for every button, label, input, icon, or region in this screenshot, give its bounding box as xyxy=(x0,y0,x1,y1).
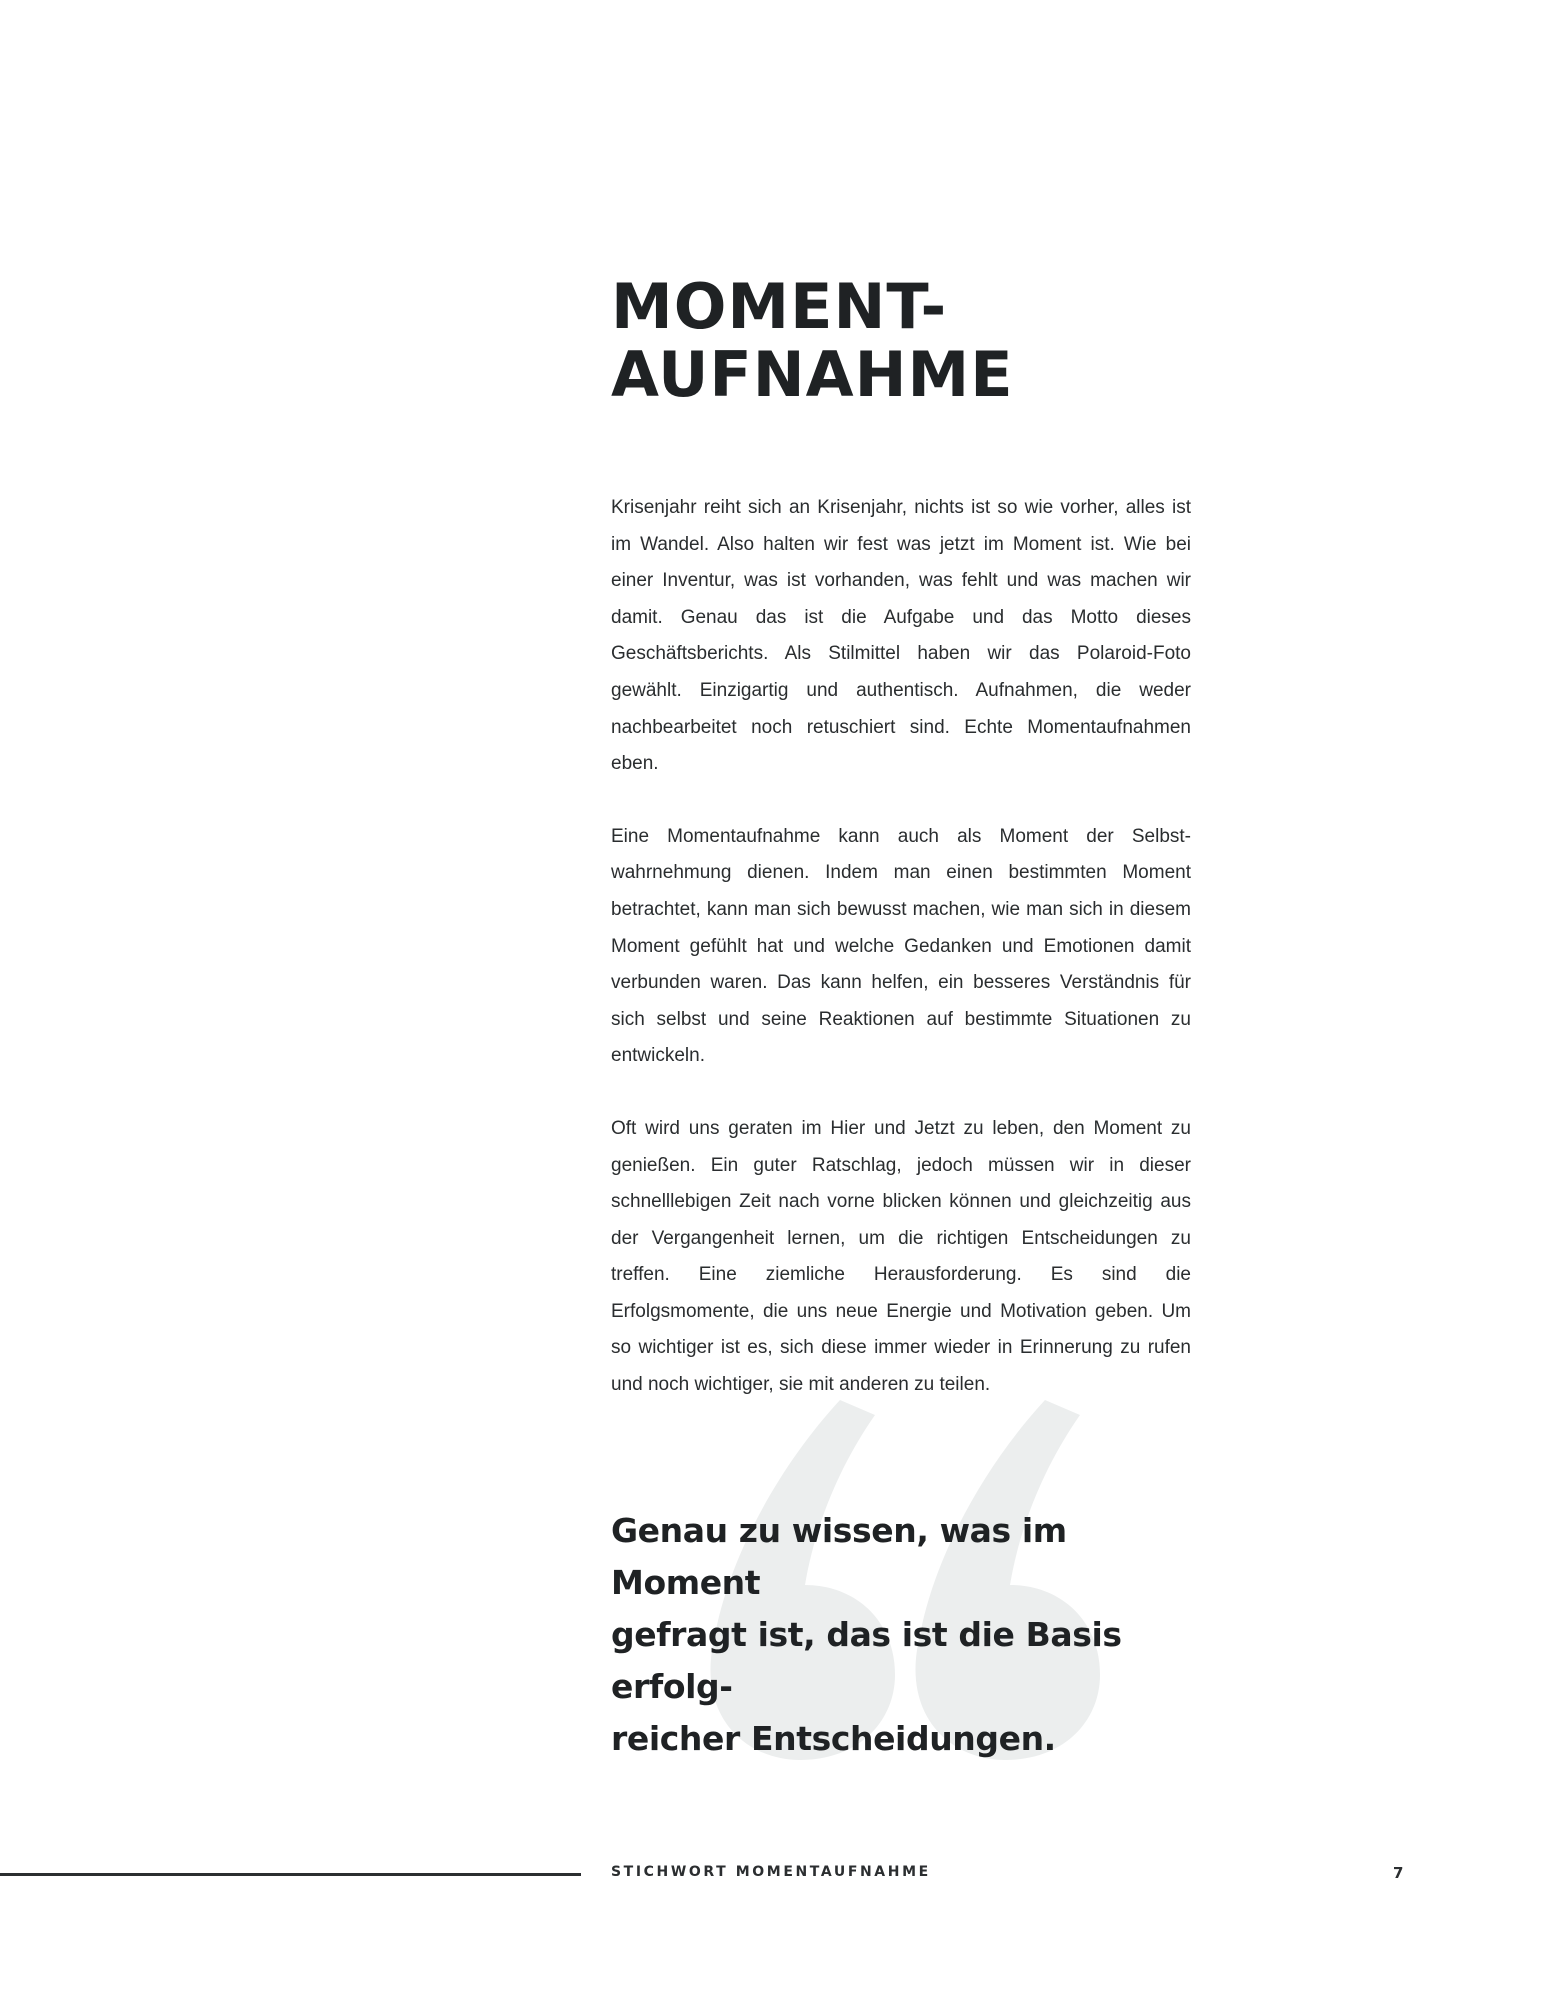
footer-section-label: STICHWORT MOMENTAUFNAHME xyxy=(611,1864,931,1880)
pull-quote-line-2: gefragt ist, das ist die Basis erfolg- xyxy=(611,1615,1122,1706)
body-text xyxy=(611,490,1191,1440)
paragraph-1: Krisenjahr reiht sich an Krisenjahr, nichts ist so wie vorher, alles ist im Wandel. Also halten wir fest was jetzt im Moment ist. Wie bei einer Inventur, was ist vorhanden, was fehlt und was machen wir damit. Genau das ist die Aufgabe und das Motto dieses Geschäftsberichts. Als Stilmittel haben wir das Polaroid-Foto gewählt. Einzigartig und authentisch. Aufnahmen, die weder nachbearbeitet noch retuschiert sind. Echte Momentaufnahmen eben. xyxy=(611,497,1191,775)
paragraph-3: Oft wird uns geraten im Hier und Jetzt zu leben, den Moment zu genießen. Ein guter Ratschlag, jedoch müssen wir in dieser schnelllebigen Zeit nach vorne blicken können und gleichzeitig aus der Vergangenheit lernen, um die richtigen Entscheidungen zu treffen. Eine ziemliche Herausforderung. Es sind die Erfolgsmomente, die uns neue Energie und Motivation geben. Um so wichtiger ist es, sich diese immer wieder in Erinnerung zu rufen und noch wichtiger, sie mit anderen zu teilen. xyxy=(611,1117,1191,1396)
pull-quote-line-1: Genau zu wissen, was im Moment xyxy=(611,1511,1067,1602)
paragraph-2: Eine Momentaufnahme kann auch als Moment der Selbstwahrnehmung dienen. Indem man einen bestimmten Moment betrachtet, kann man sich bewusst machen, wie man sich in diesem Moment gefühlt hat und welche Gedanken und Emotionen damit verbunden waren. Das kann helfen, ein besseres Verständnis für sich selbst und seine Reaktionen auf bestimmte Situationen zu entwickeln. xyxy=(611,825,1191,1067)
pull-quote-line-3: reicher Entscheidungen. xyxy=(611,1719,1056,1758)
page-title-line-2: AUFNAHME xyxy=(611,338,1014,411)
page-title-line-1: MOMENT- xyxy=(611,270,948,343)
footer-rule xyxy=(0,1873,581,1876)
pull-quote xyxy=(611,1505,1191,1765)
page-number: 7 xyxy=(1393,1864,1404,1882)
page-title xyxy=(611,270,1014,411)
